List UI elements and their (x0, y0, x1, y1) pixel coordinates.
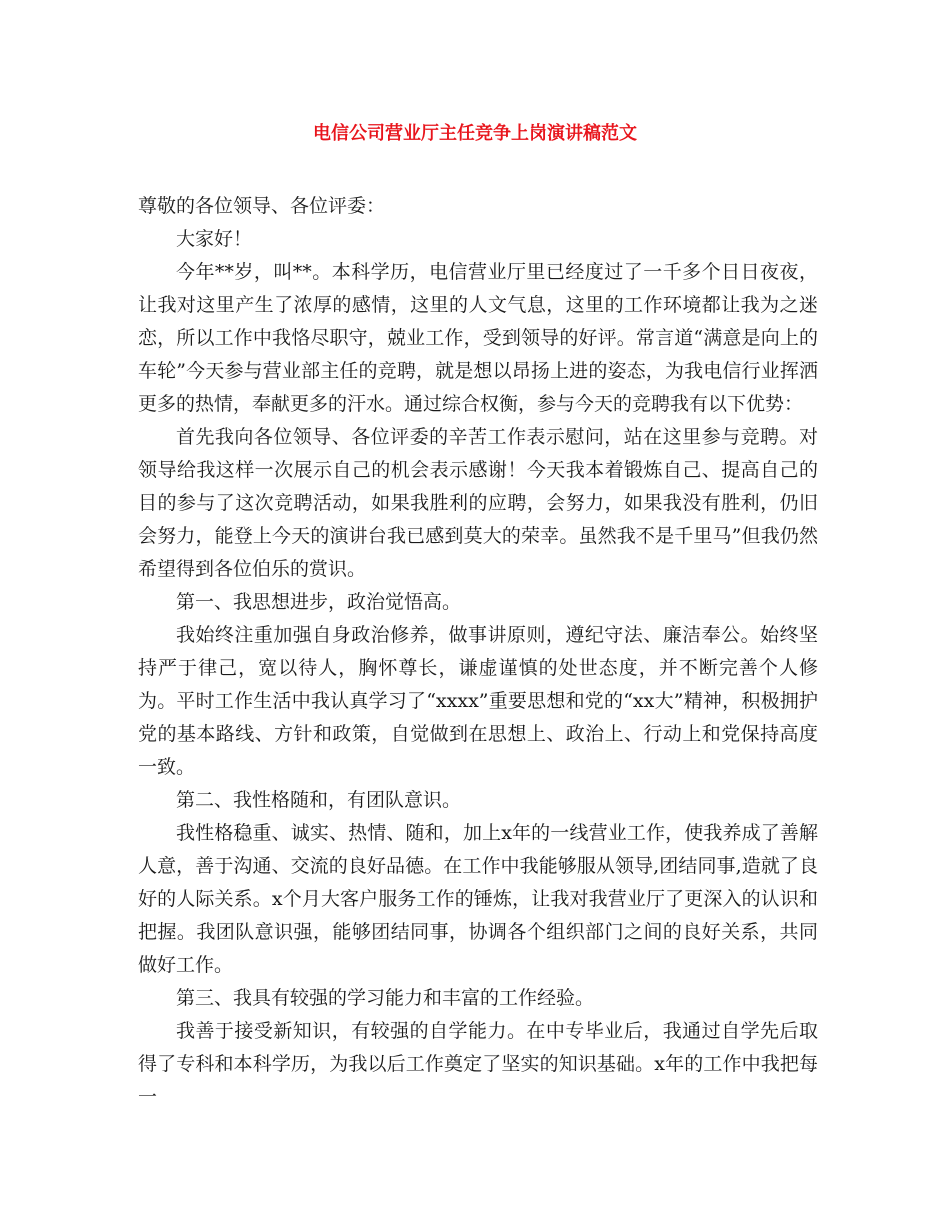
paragraph-second-detail: 我性格稳重、诚实、热情、随和，加上x年的一线营业工作，使我养成了善解人意，善于沟通、交流的良好品德。在工作中我能够服从领导,团结同事,造就了良好的人际关系。x个月大客户服务工作的锤炼，让我对我营业厅了更深入的认识和把握。我团队意识强，能够团结同事，协调各个组织部门之间的良好关系，共同做好工作。 (138, 822, 818, 976)
paragraph-third-detail: 我善于接受新知识，有较强的自学能力。在中专毕业后，我通过自学先后取得了专科和本科学历，为我以后工作奠定了坚实的知识基础。x年的工作中我把每一 (138, 1020, 818, 1108)
paragraph-first-detail: 我始终注重加强自身政治修养，做事讲原则，遵纪守法、廉洁奉公。始终坚持严于律己，宽以待人，胸怀尊长，谦虚谨慎的处世态度，并不断完善个人修为。平时工作生活中我认真学习了“xxxx”重要思想和党的“xx大”精神，积极拥护党的基本路线、方针和政策，自觉做到在思想上、政治上、行动上和党保持高度一致。 (138, 624, 818, 778)
paragraph-introduction: 今年**岁，叫**。本科学历，电信营业厅里已经度过了一千多个日日夜夜，让我对这里产生了浓厚的感情，这里的人文气息，这里的工作环境都让我为之迷恋，所以工作中我恪尽职守，兢业工作，受到领导的好评。常言道“满意是向上的车轮”今天参与营业部主任的竞聘，就是想以昂扬上进的姿态，为我电信行业挥洒更多的热情，奉献更多的汗水。通过综合权衡，参与今天的竞聘我有以下优势： (138, 261, 818, 415)
section-heading-first: 第一、我思想进步，政治觉悟高。 (176, 591, 462, 613)
section-heading-second: 第二、我性格随和，有团队意识。 (176, 789, 462, 811)
paragraph-greeting: 大家好！ (176, 228, 253, 250)
document-body (138, 190, 818, 1114)
salutation: 尊敬的各位领导、各位评委： (138, 195, 386, 217)
paragraph-gratitude: 首先我向各位领导、各位评委的辛苦工作表示慰问，站在这里参与竞聘。对领导给我这样一次展示自己的机会表示感谢！今天我本着锻炼自己、提高自己的目的参与了这次竞聘活动，如果我胜利的应聘，会努力，如果我没有胜利，仍旧会努力，能登上今天的演讲台我已感到莫大的荣幸。虽然我不是千里马”但我仍然希望得到各位伯乐的赏识。 (138, 426, 818, 580)
section-heading-third: 第三、我具有较强的学习能力和丰富的工作经验。 (176, 987, 595, 1009)
document-title: 电信公司营业厅主任竞争上岗演讲稿范文 (313, 123, 637, 144)
